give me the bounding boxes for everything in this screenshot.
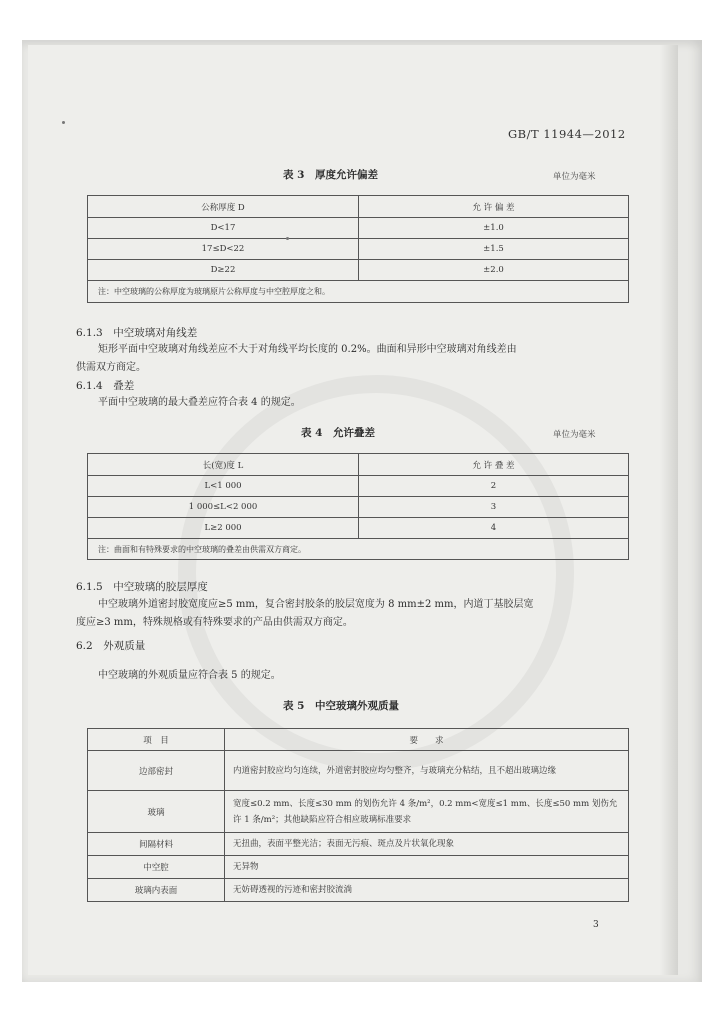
table5-cell: 间隔材料	[88, 833, 225, 856]
table5-caption: 表 5 中空玻璃外观质量	[283, 700, 399, 712]
section-6-1-4-heading: 6.1.4 叠差	[76, 380, 135, 392]
table3-header-thickness: 公称厚度 D	[88, 196, 359, 218]
table3-cell: 17≤D<22	[88, 239, 359, 260]
table4-cell: 3	[359, 497, 629, 518]
scan-speck	[286, 237, 289, 240]
table-row	[88, 518, 629, 539]
table5	[87, 728, 629, 902]
table4-caption: 表 4 允许叠差	[301, 427, 375, 439]
table3	[87, 195, 629, 303]
table5-header-item: 项 目	[88, 729, 225, 751]
table5-cell: 无异物	[225, 856, 629, 879]
table3-header-deviation: 允 许 偏 差	[359, 196, 629, 218]
table4-cell: 4	[359, 518, 629, 539]
table4-header-offset: 允 许 叠 差	[359, 454, 629, 476]
section-6-1-4-line1: 平面中空玻璃的最大叠差应符合表 4 的规定。	[98, 397, 301, 408]
table-row	[88, 239, 629, 260]
table4-cell: L<1 000	[88, 476, 359, 497]
table4-unit: 单位为毫米	[553, 430, 596, 440]
page-number: 3	[593, 920, 599, 930]
table5-cell: 中空腔	[88, 856, 225, 879]
table3-cell: ±1.0	[359, 218, 629, 239]
page-edge-shadow	[660, 45, 678, 975]
section-6-1-5-line2: 度应≥3 mm，特殊规格或有特殊要求的产品由供需双方商定。	[76, 617, 353, 628]
table5-cell: 内道密封胶应均匀连续，外道密封胶应均匀整齐，与玻璃充分粘结，且不超出玻璃边缘	[225, 751, 629, 791]
section-6-2-line1: 中空玻璃的外观质量应符合表 5 的规定。	[98, 670, 281, 681]
section-6-1-3-line2: 供需双方商定。	[76, 362, 146, 373]
table5-cell: 玻璃	[88, 791, 225, 833]
table4-cell: 2	[359, 476, 629, 497]
table-row	[88, 879, 629, 902]
table4-note: 注：曲面和有特殊要求的中空玻璃的叠差由供需双方商定。	[88, 539, 629, 560]
table3-cell: ±1.5	[359, 239, 629, 260]
table3-caption: 表 3 厚度允许偏差	[283, 169, 378, 181]
table5-header-requirement: 要 求	[225, 729, 629, 751]
table-row	[88, 476, 629, 497]
scan-speck	[62, 121, 65, 124]
table3-cell: D≥22	[88, 260, 359, 281]
section-6-2-heading: 6.2 外观质量	[76, 640, 146, 652]
document-page	[28, 45, 678, 975]
section-6-1-5-heading: 6.1.5 中空玻璃的胶层厚度	[76, 581, 208, 593]
table4-cell: L≥2 000	[88, 518, 359, 539]
table5-cell: 宽度≤0.2 mm、长度≤30 mm 的划伤允许 4 条/m²，0.2 mm<宽度≤1 mm、长度≤50 mm 划伤允许 1 条/m²；其他缺陷应符合相应玻璃标准要求	[225, 791, 629, 833]
table-row	[88, 751, 629, 791]
table3-unit: 单位为毫米	[553, 172, 596, 182]
section-6-1-3-line1: 矩形平面中空玻璃对角线差应不大于对角线平均长度的 0.2%。曲面和异形中空玻璃对角线差由	[98, 344, 517, 355]
table-row	[88, 791, 629, 833]
section-6-1-5-line1: 中空玻璃外道密封胶宽度应≥5 mm，复合密封胶条的胶层宽度为 8 mm±2 mm，内道丁基胶层宽	[98, 599, 534, 610]
table4	[87, 453, 629, 560]
standard-code: GB/T 11944—2012	[508, 127, 626, 141]
table5-cell: 无扭曲，表面平整光洁；表面无污痕、斑点及片状氧化现象	[225, 833, 629, 856]
section-6-1-3-heading: 6.1.3 中空玻璃对角线差	[76, 327, 198, 339]
table5-cell: 边部密封	[88, 751, 225, 791]
table5-cell: 玻璃内表面	[88, 879, 225, 902]
table5-cell: 无妨碍透视的污迹和密封胶流淌	[225, 879, 629, 902]
table4-header-length: 长(宽)度 L	[88, 454, 359, 476]
table3-cell: ±2.0	[359, 260, 629, 281]
table-row	[88, 856, 629, 879]
table-row	[88, 218, 629, 239]
table3-cell: D<17	[88, 218, 359, 239]
table4-cell: 1 000≤L<2 000	[88, 497, 359, 518]
table-row	[88, 260, 629, 281]
table3-note: 注：中空玻璃的公称厚度为玻璃原片公称厚度与中空腔厚度之和。	[88, 281, 629, 303]
table-row	[88, 497, 629, 518]
table-row	[88, 833, 629, 856]
